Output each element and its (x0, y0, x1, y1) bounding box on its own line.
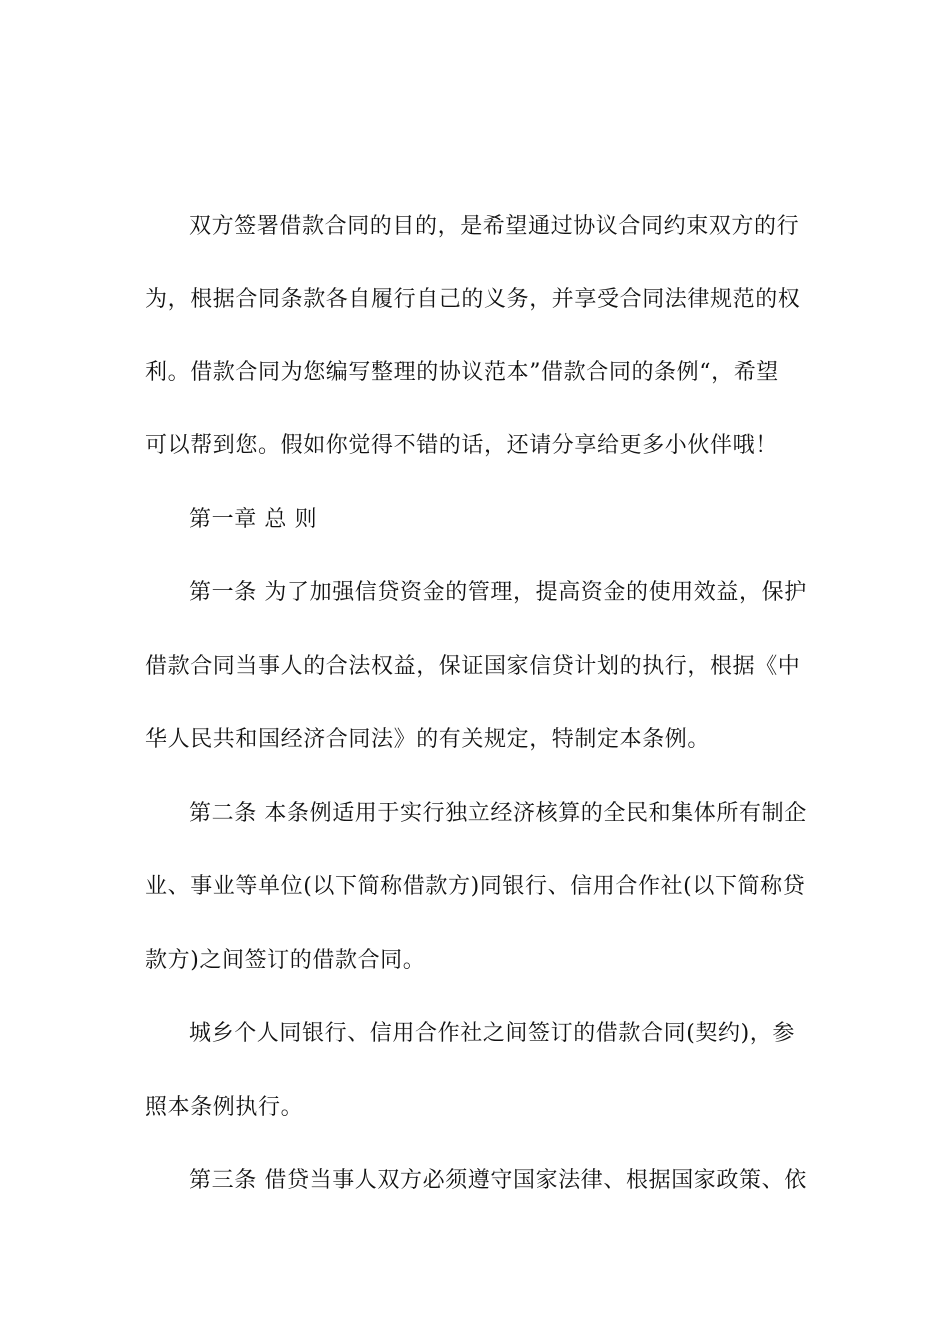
paragraph-line: 照本条例执行。 (145, 1095, 304, 1120)
paragraph-line: 第三条 借贷当事人双方必须遵守国家法律、根据国家政策、依 (189, 1168, 807, 1193)
paragraph-line: 为，根据合同条款各自履行自己的义务，并享受合同法律规范的权 (145, 287, 801, 312)
paragraph-line: 第二条 本条例适用于实行独立经济核算的全民和集体所有制企 (189, 801, 807, 826)
paragraph-line: 华人民共和国经济合同法》的有关规定，特制定本条例。 (145, 727, 711, 752)
paragraph-line: 款方)之间签订的借款合同。 (145, 948, 426, 973)
paragraph-line: 城乡个人同银行、信用合作社之间签订的借款合同(契约)，参 (189, 1021, 795, 1046)
paragraph-line: 利。借款合同为您编写整理的协议范本”借款合同的条例“，希望 (145, 360, 779, 385)
paragraph-line: 第一条 为了加强信贷资金的管理，提高资金的使用效益，保护 (189, 580, 807, 605)
paragraph-line: 借款合同当事人的合法权益，保证国家信贷计划的执行，根据《中 (145, 654, 801, 679)
paragraph-line: 双方签署借款合同的目的，是希望通过协议合同约束双方的行 (189, 214, 800, 239)
paragraph-line: 可以帮到您。假如你觉得不错的话，还请分享给更多小伙伴哦！ (145, 433, 778, 458)
chapter-heading: 第一章 总 则 (189, 507, 318, 532)
paragraph-line: 业、事业等单位(以下简称借款方)同银行、信用合作社(以下简称贷 (145, 874, 806, 899)
